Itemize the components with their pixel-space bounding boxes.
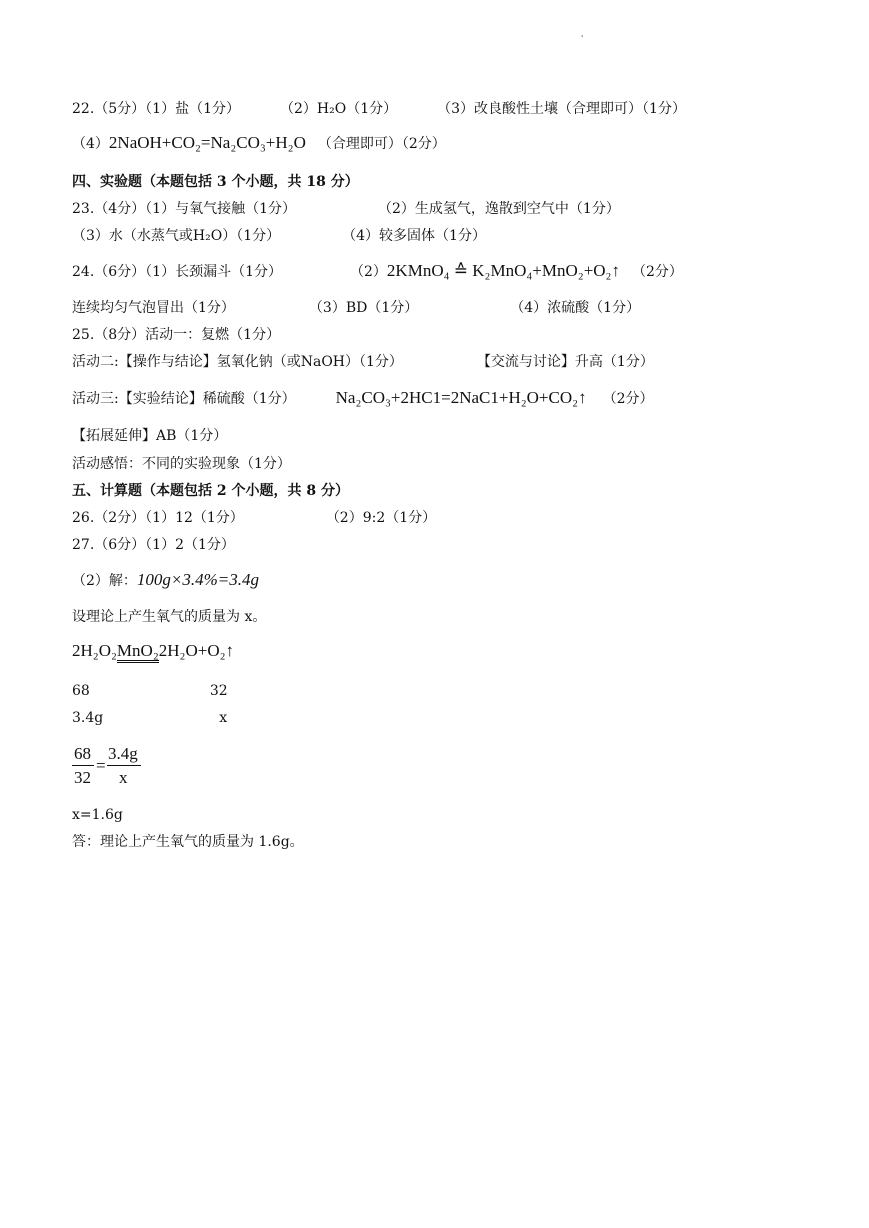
q25-reflection: 活动感悟：不同的实验现象（1分） xyxy=(72,456,291,472)
q27-catalyst: MnO₂ xyxy=(117,642,159,663)
frac-right-numerator: 3.4g xyxy=(108,744,138,763)
q27-line-2 xyxy=(72,571,259,590)
page-mark: ' xyxy=(581,34,584,43)
q24-line-2 xyxy=(72,299,640,317)
q22-part-4-score: （合理即可）（2分） xyxy=(317,136,446,152)
q24-part-2-score: （2分） xyxy=(631,264,683,280)
q25-equation-score: （2分） xyxy=(602,391,654,407)
q27-line-1: 27.（6分）（1）2（1分） xyxy=(72,537,235,553)
q27-answer: 答：理论上产生氧气的质量为 1.6g。 xyxy=(72,834,304,850)
frac-left-numerator: 68 xyxy=(74,744,91,763)
q27-ratio-h2o2: 68 xyxy=(72,683,90,699)
frac-equals: = xyxy=(96,756,106,775)
q27-assumption: 设理论上产生氧气的质量为 x。 xyxy=(72,609,267,625)
q24-equation: 2KMnO₄ ≙ K₂MnO₄+MnO₂+O₂↑ xyxy=(386,261,620,280)
q22-part-4-label: （4） xyxy=(72,136,109,152)
q27-mass-calc: 100g×3.4%=3.4g xyxy=(136,570,260,589)
q27-reaction-equation xyxy=(72,642,234,663)
q24-continuation: 连续均匀气泡冒出（1分） xyxy=(72,300,235,316)
q26-line-1 xyxy=(72,509,436,527)
q22-part-1: 22.（5分）（1）盐（1分） xyxy=(72,101,240,117)
q27-products: 2H₂O+O₂↑ xyxy=(158,641,235,660)
q25-discussion: 【交流与讨论】升高（1分） xyxy=(476,354,654,370)
q27-ratio-row-2 xyxy=(72,709,227,727)
q27-ratio-row-1 xyxy=(72,682,228,700)
frac-right-bar xyxy=(107,765,141,766)
q25-line-2 xyxy=(72,353,654,371)
q25-activity-2: 活动二:【操作与结论】氢氧化钠（或NaOH）（1分） xyxy=(72,354,403,370)
q25-extension: 【拓展延伸】AB（1分） xyxy=(72,428,228,444)
q24-part-3: （3）BD（1分） xyxy=(308,300,419,316)
q26-part-2: （2）9:2（1分） xyxy=(325,510,437,526)
q27-mass-h2o2: 3.4g xyxy=(72,710,104,726)
q22-part-3: （3）改良酸性土壤（合理即可）（1分） xyxy=(437,101,686,117)
q24-part-1: 24.（6分）（1）长颈漏斗（1分） xyxy=(72,264,282,280)
q24-part-4: （4）浓硫酸（1分） xyxy=(510,300,641,316)
q27-solution-label: （2）解： xyxy=(72,573,137,589)
q27-ratio-o2: 32 xyxy=(209,683,228,699)
q25-line-3 xyxy=(72,389,654,408)
q27-result: x=1.6g xyxy=(72,807,123,823)
frac-left-denominator: 32 xyxy=(74,768,91,787)
frac-left-bar xyxy=(72,765,94,766)
frac-right-denominator: x xyxy=(119,768,128,787)
q24-line-1 xyxy=(72,262,683,281)
q25-equation: Na₂CO₃+2HC1=2NaC1+H₂O+CO₂↑ xyxy=(335,388,587,407)
q27-reactant: 2H₂O₂ xyxy=(72,641,117,660)
q24-part-2-label: （2） xyxy=(350,264,387,280)
q23-line-1 xyxy=(72,200,620,218)
q23-part-4: （4）较多固体（1分） xyxy=(342,228,486,244)
section-5-title: 五、计算题（本题包括 2 个小题，共 8 分） xyxy=(72,483,349,499)
q25-activity-3: 活动三:【实验结论】稀硫酸（1分） xyxy=(72,391,296,407)
q22-equation: 2NaOH+CO₂=Na₂CO₃+H₂O xyxy=(108,133,306,152)
q23-line-2 xyxy=(72,227,486,245)
q27-mass-o2: x xyxy=(219,710,228,726)
q22-part-2: （2）H₂O（1分） xyxy=(280,101,398,117)
q23-part-3: （3）水（水蒸气或H₂O）（1分） xyxy=(72,228,281,244)
q22-line-1 xyxy=(72,100,686,118)
q23-part-1: 23.（4分）（1）与氧气接触（1分） xyxy=(72,201,296,217)
section-4-title: 四、实验题（本题包括 3 个小题，共 18 分） xyxy=(72,174,359,190)
q23-part-2: （2）生成氢气，逸散到空气中（1分） xyxy=(378,201,620,217)
q26-part-1: 26.（2分）（1）12（1分） xyxy=(72,510,244,526)
q25-line-1: 25.（8分）活动一：复燃（1分） xyxy=(72,327,281,343)
q22-line-2 xyxy=(72,134,446,153)
